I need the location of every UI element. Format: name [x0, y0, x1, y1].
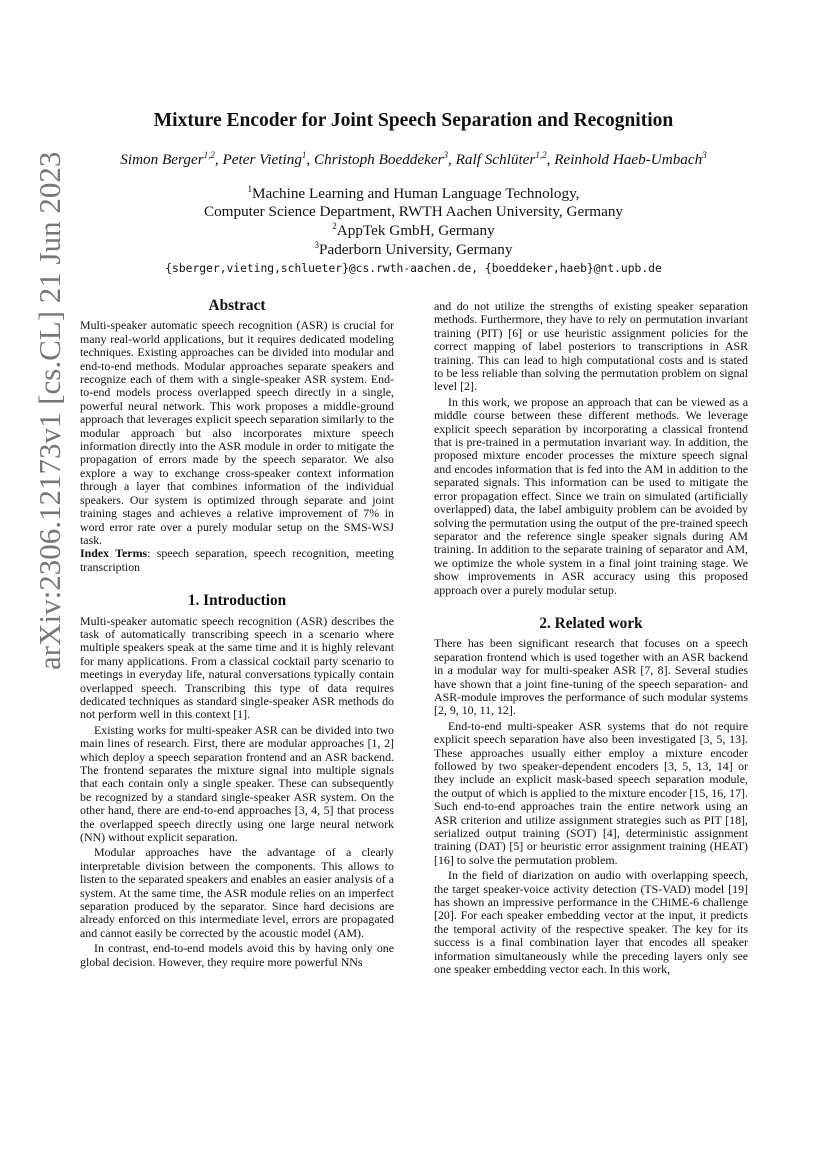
- author: Ralf Schlüter$^{1,2}$,: [455, 150, 555, 169]
- related-paragraph-2: End-to-end multi-speaker ASR systems that do not require explicit speech separation have also been investigated [3, 5, 13]. These approaches usually either employ a mixture encoder followed by two speaker-dependent encoders [3, 5, 13, 14] or they include an explicit mask-based speech separation module, the output of which is applied to the mixture encoder [15, 16, 17]. Such end-to-end approaches train the entire network using an ASR criterion and utilize assignment strategies such as PIT [18], serialized output training (SOT) [4], deterministic assignment training (DAT) [5] or heuristic error assignment training (HEAT) [16] to solve the permutation problem.: [434, 718, 748, 867]
- author: Peter Vieting$^1$,: [222, 150, 315, 169]
- author: Reinhold Haeb-Umbach$^3$: [554, 150, 707, 169]
- abstract-heading: Abstract: [208, 297, 266, 314]
- intro-paragraph-continued: and do not utilize the strengths of existing speaker separation methods. Furthermore, they have to rely on permutation invariant training (PIT) [6] or use heuristic assignment policies for the correct mapping of label posteriors to transcriptions in ASR training. This can lead to high computational costs and is stated to be less reliable than solving the permutation problem on signal level [2].: [434, 299, 748, 394]
- left-column: [80, 299, 394, 969]
- intro-paragraph-2: Existing works for multi-speaker ASR can be divided into two main lines of research. First, there are modular approaches [1, 2] which deploy a speech separation frontend and an ASR backend. The frontend separates the mixture signal into multiple signals that each contain only a single speaker. These can subsequently be recognized by a standard single-speaker ASR system. On the other hand, there are end-to-end approaches [3, 4, 5] that process the overlapped speech directly using one large neural network (NN) without explicit separation.: [80, 722, 394, 845]
- intro-paragraph-5: In this work, we propose an approach that can be viewed as a middle course between these different methods. We leverage explicit speech separation by incorporating a classical frontend that is pre-trained in a permutation invariant way. In addition, the proposed mixture encoder processes the mixture speech signal and encodes information that is fed into the AM in addition to the separated signals. This information can be used to mitigate the error propagation effect. Since we train on simulated (artificially overlapped) data, the label ambiguity problem can be avoided by solving the permutation using the output of the pre-trained speech separator and the reference single speaker signals during AM training. In addition to the separate training of separator and AM, we optimize the whole system in a final joint training stage. We show improvements in ASR accuracy using this proposed approach over a purely modular setup.: [434, 394, 748, 597]
- author: Christoph Boeddeker$^3$,: [314, 150, 456, 169]
- intro-paragraph-1: Multi-speaker automatic speech recognition (ASR) describes the task of automatically transcribing speech in a scenario where multiple speakers speak at the same time and it is highly relevant for many applications. From a classical cocktail party scenario to meetings in everyday life, natural conversations typically contain overlapped speech. Transcribing this type of data requires dedicated techniques as standard single-speaker ASR methods do not perform well in this context [1].: [80, 613, 394, 722]
- author: Simon Berger$^{1,2}$,: [120, 150, 223, 169]
- introduction-heading: 1. Introduction: [187, 592, 287, 610]
- author-list: [0, 150, 827, 169]
- related-paragraph-3: In the field of diarization on audio with overlapping speech, the target speaker-voice activity detection (TS-VAD) model [19] has shown an impressive performance in the CHiME-6 challenge [20]. For each speaker embedding vector at the input, it predicts the temporal activity of the respective speaker. The key for its success is a final combination layer that encodes all speaker information simultaneously while the preceding layers only see one speaker embedding vector each. In this work,: [434, 868, 748, 977]
- affiliation-1-line-2: Computer Science Department, RWTH Aachen University, Germany: [203, 203, 624, 220]
- intro-paragraph-3: Modular approaches have the advantage of a clearly interpretable division between the components. This allows to listen to the separated speakers and enables an easier analysis of a system. At the same time, the ASR module relies on an imperfect separation produced by the separator. Since hard decisions are already enforced on this intermediate level, errors are propagated and cannot easily be corrected by the acoustic model (AM).: [80, 845, 394, 940]
- affiliation-3: $^3$Paderborn University, Germany: [314, 240, 513, 259]
- intro-paragraph-4: In contrast, end-to-end models avoid this by having only one global decision. However, they require more powerful NNs: [80, 941, 394, 969]
- right-column: [434, 300, 748, 977]
- related-paragraph-1: There has been significant research that focuses on a speech separation frontend which is used together with an ASR backend in a modular way for multi-speaker ASR [7, 8]. Several studies have shown that a joint fine-tuning of the speech separation- and ASR-module improves the performance of such modular systems [2, 9, 10, 11, 12].: [434, 636, 748, 718]
- index-terms: Index Terms: speech separation, speech recognition, meeting transcription: [80, 546, 394, 574]
- abstract-text: Multi-speaker automatic speech recognition (ASR) is crucial for many real-world applications, but it requires dedicated modeling techniques. Existing approaches can be divided into modular and end-to-end methods. Modular approaches separate speakers and recognize each of them with a single-speaker ASR system. End-to-end models process overlapped speech directly in a single, powerful neural network. This work proposes a middle-ground approach that leverages explicit speech separation similarly to the modular approach but also incorporates mixture speech information directly into the ASR module in order to mitigate the propagation of errors made by the speech separator. We also explore a way to exchange cross-speaker context information through a layer that combines information of the individual speakers. Our system is optimized through separate and joint training stages and achieves a relative improvement of 7% in word error rate over a purely modular setup on the SMS-WSJ task.: [80, 318, 394, 547]
- affiliation-2: $^2$AppTek GmbH, Germany: [332, 221, 495, 240]
- related-work-heading: 2. Related work: [539, 614, 643, 632]
- arxiv-identifier: arXiv:2306.12173v1 [cs.CL] 21 Jun 2023: [32, 151, 67, 670]
- paper-title: Mixture Encoder for Joint Speech Separation and Recognition: [153, 110, 674, 131]
- author-emails: {sberger,vieting,schlueter}@cs.rwth-aachen.de, {boeddeker,haeb}@nt.upb.de: [165, 262, 662, 275]
- affiliation-1-line-1: $^1$Machine Learning and Human Language Technology,: [247, 184, 580, 203]
